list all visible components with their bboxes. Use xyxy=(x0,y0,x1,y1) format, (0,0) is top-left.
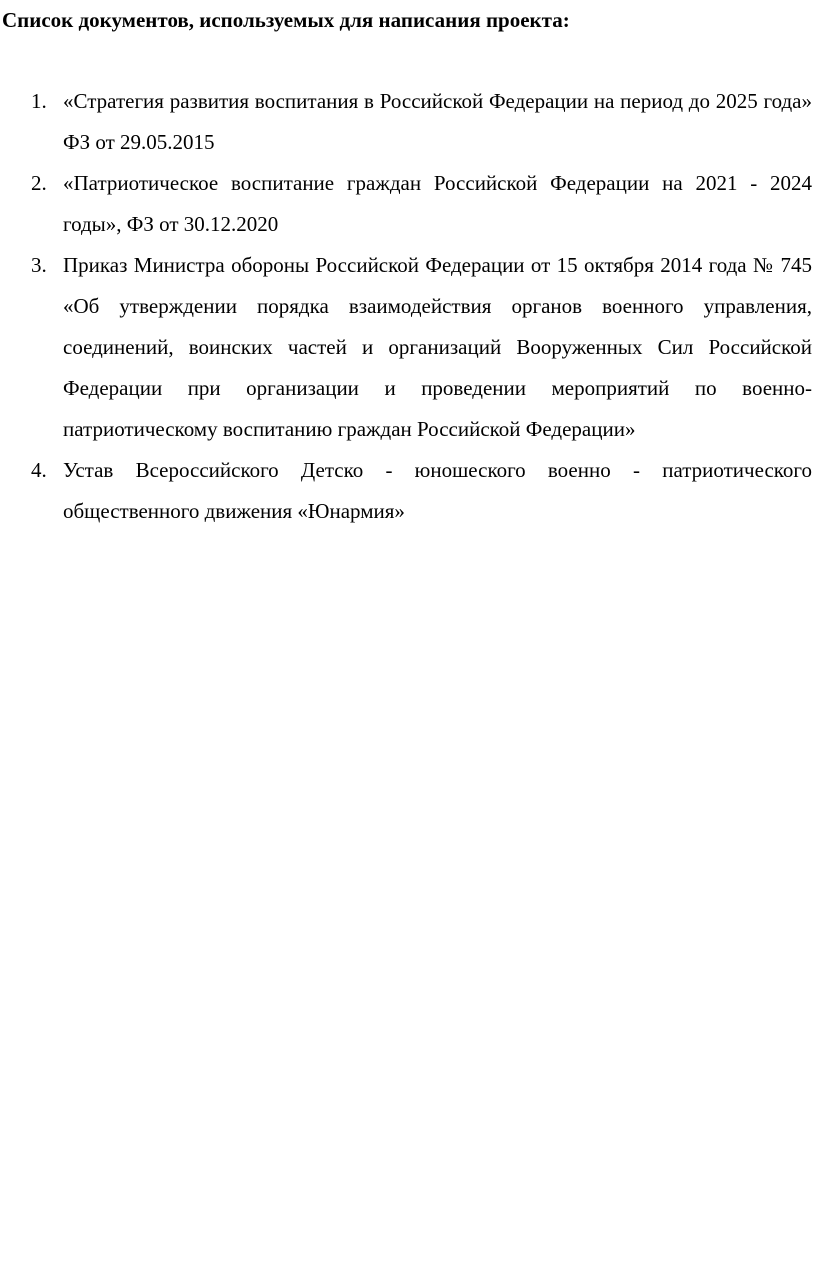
list-item-number: 3. xyxy=(31,253,47,277)
list-item-number: 1. xyxy=(31,89,47,113)
document-title: Список документов, используемых для написания проекта: xyxy=(2,8,570,32)
list-item-2 xyxy=(0,163,812,245)
list-item-text: «Стратегия развития воспитания в Российской Федерации на период до 2025 года» ФЗ от 29.05.2015 xyxy=(63,89,812,154)
list-item-number: 4. xyxy=(31,458,47,482)
list-item-3 xyxy=(0,245,812,450)
list-item-text: Устав Всероссийского Детско - юношеского военно - патриотического общественного движения «Юнармия» xyxy=(63,458,812,523)
list-item-1 xyxy=(0,81,812,163)
list-item-text: «Патриотическое воспитание граждан Российской Федерации на 2021 - 2024 годы», ФЗ от 30.12.2020 xyxy=(63,171,812,236)
list-item-4 xyxy=(0,450,812,532)
document-list xyxy=(0,81,812,532)
list-item-number: 2. xyxy=(31,171,47,195)
list-item-text: Приказ Министра обороны Российской Федерации от 15 октября 2014 года № 745 «Об утверждении порядка взаимодействия органов военного управления, соединений, воинских частей и организаций Вооруженных Сил Российской Федерации при организации и проведении мероприятий по военно-патриотическому воспитанию граждан Российской Федерации» xyxy=(63,253,812,441)
